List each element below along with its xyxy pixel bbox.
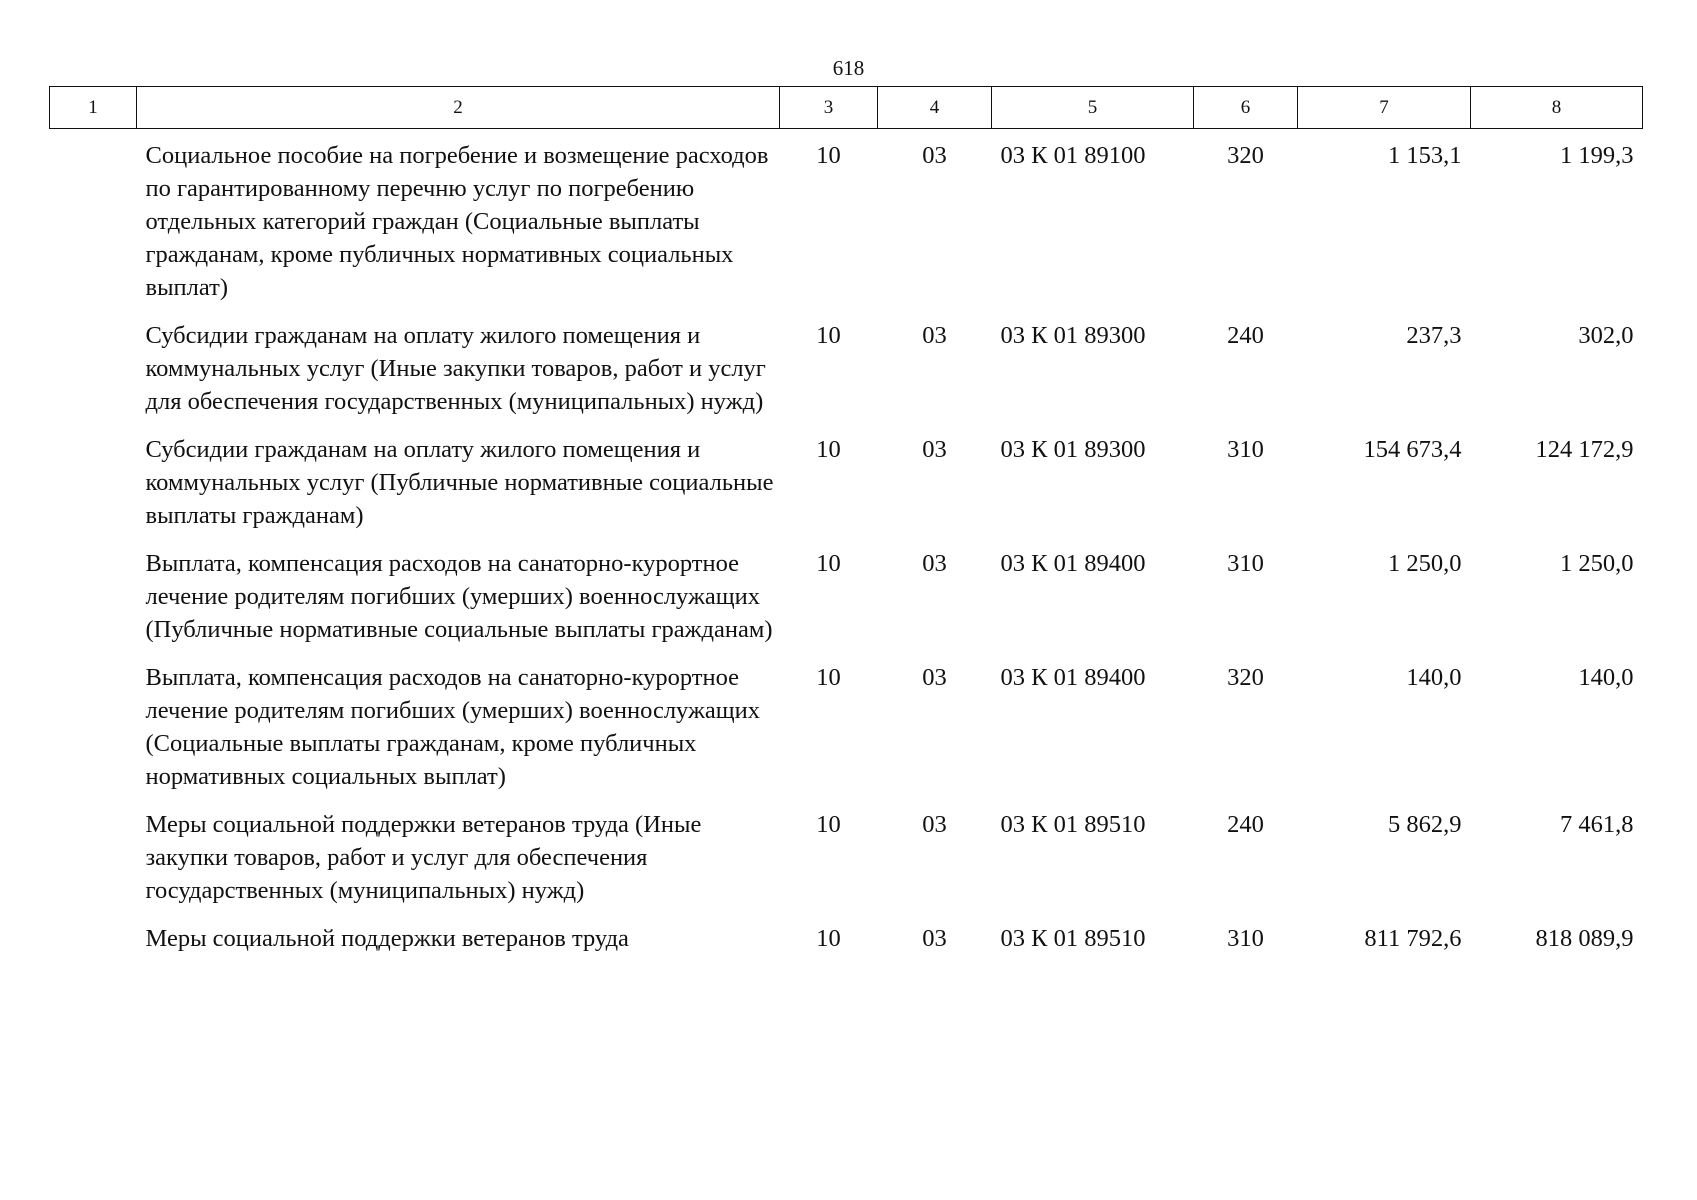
cell-expense-type: 240 bbox=[1227, 322, 1264, 349]
cell-target-code: 03 К 01 89300 bbox=[1000, 322, 1146, 349]
cell-subsection: 03 bbox=[922, 811, 947, 838]
cell-section: 10 bbox=[816, 550, 841, 577]
cell-name: Субсидии гражданам на оплату жилого помещения и коммунальных услуг (Публичные нормативные социальные выплаты гражданам) bbox=[145, 436, 774, 529]
table-row bbox=[50, 661, 1643, 808]
cell-target-code: 03 К 01 89100 bbox=[1000, 142, 1146, 169]
cell-amount-1: 5 862,9 bbox=[1388, 811, 1462, 838]
header-col-4: 4 bbox=[878, 87, 992, 129]
cell-section: 10 bbox=[816, 811, 841, 838]
table-row bbox=[50, 547, 1643, 661]
header-col-7: 7 bbox=[1298, 87, 1471, 129]
cell-col1 bbox=[50, 922, 137, 970]
cell-subsection: 03 bbox=[922, 925, 947, 952]
cell-amount-2: 7 461,8 bbox=[1560, 811, 1634, 838]
table-row bbox=[50, 433, 1643, 547]
cell-subsection: 03 bbox=[922, 664, 947, 691]
cell-amount-1: 811 792,6 bbox=[1364, 925, 1462, 952]
cell-expense-type: 310 bbox=[1227, 925, 1264, 952]
header-col-3: 3 bbox=[780, 87, 878, 129]
cell-expense-type: 310 bbox=[1227, 436, 1264, 463]
cell-amount-2: 818 089,9 bbox=[1535, 925, 1634, 952]
cell-name: Социальное пособие на погребение и возмещение расходов по гарантированному перечню услуг по погребению отдельных категорий граждан (Социальные выплаты гражданам, кроме публичных нормативных социальных выплат) bbox=[145, 142, 769, 301]
cell-expense-type: 240 bbox=[1227, 811, 1264, 838]
cell-name: Меры социальной поддержки ветеранов труда bbox=[145, 925, 629, 952]
budget-table bbox=[49, 86, 1643, 970]
cell-name: Выплата, компенсация расходов на санаторно-курортное лечение родителям погибших (умерших) военнослужащих (Социальные выплаты гражданам, кроме публичных нормативных социальных выплат) bbox=[145, 664, 761, 790]
table-row bbox=[50, 129, 1643, 320]
table-row bbox=[50, 808, 1643, 922]
cell-section: 10 bbox=[816, 436, 841, 463]
cell-amount-2: 1 250,0 bbox=[1560, 550, 1634, 577]
header-col-8: 8 bbox=[1471, 87, 1643, 129]
cell-subsection: 03 bbox=[922, 322, 947, 349]
cell-name: Меры социальной поддержки ветеранов труда (Иные закупки товаров, работ и услуг для обеспечения государственных (муниципальных) нужд) bbox=[145, 811, 702, 904]
cell-col1 bbox=[50, 433, 137, 547]
cell-col1 bbox=[50, 547, 137, 661]
cell-section: 10 bbox=[816, 925, 841, 952]
cell-target-code: 03 К 01 89300 bbox=[1000, 436, 1146, 463]
cell-subsection: 03 bbox=[922, 550, 947, 577]
cell-target-code: 03 К 01 89510 bbox=[1000, 811, 1146, 838]
cell-amount-2: 124 172,9 bbox=[1535, 436, 1634, 463]
cell-name: Субсидии гражданам на оплату жилого помещения и коммунальных услуг (Иные закупки товаров, работ и услуг для обеспечения государственных (муниципальных) нужд) bbox=[145, 322, 766, 415]
cell-amount-1: 140,0 bbox=[1406, 664, 1462, 691]
cell-section: 10 bbox=[816, 142, 841, 169]
table-header bbox=[50, 87, 1643, 129]
table-body bbox=[50, 129, 1643, 971]
cell-subsection: 03 bbox=[922, 142, 947, 169]
cell-col1 bbox=[50, 319, 137, 433]
cell-col1 bbox=[50, 808, 137, 922]
cell-amount-2: 140,0 bbox=[1578, 664, 1634, 691]
header-col-6: 6 bbox=[1194, 87, 1298, 129]
header-row bbox=[50, 87, 1643, 129]
cell-section: 10 bbox=[816, 664, 841, 691]
cell-section: 10 bbox=[816, 322, 841, 349]
table-row bbox=[50, 922, 1643, 970]
header-col-1: 1 bbox=[50, 87, 137, 129]
cell-expense-type: 320 bbox=[1227, 664, 1264, 691]
cell-amount-1: 1 250,0 bbox=[1388, 550, 1462, 577]
cell-target-code: 03 К 01 89400 bbox=[1000, 664, 1146, 691]
cell-amount-1: 154 673,4 bbox=[1363, 436, 1462, 463]
cell-amount-1: 237,3 bbox=[1406, 322, 1462, 349]
cell-target-code: 03 К 01 89510 bbox=[1000, 925, 1146, 952]
header-col-5: 5 bbox=[992, 87, 1194, 129]
cell-name: Выплата, компенсация расходов на санаторно-курортное лечение родителям погибших (умерших) военнослужащих (Публичные нормативные социальные выплаты гражданам) bbox=[145, 550, 773, 643]
page-number: 618 bbox=[832, 56, 865, 80]
cell-expense-type: 310 bbox=[1227, 550, 1264, 577]
table-row bbox=[50, 319, 1643, 433]
cell-col1 bbox=[50, 129, 137, 320]
cell-target-code: 03 К 01 89400 bbox=[1000, 550, 1146, 577]
cell-col1 bbox=[50, 661, 137, 808]
cell-expense-type: 320 bbox=[1227, 142, 1264, 169]
cell-amount-1: 1 153,1 bbox=[1388, 142, 1462, 169]
cell-amount-2: 1 199,3 bbox=[1560, 142, 1634, 169]
cell-amount-2: 302,0 bbox=[1578, 322, 1634, 349]
header-col-2: 2 bbox=[137, 87, 780, 129]
cell-subsection: 03 bbox=[922, 436, 947, 463]
